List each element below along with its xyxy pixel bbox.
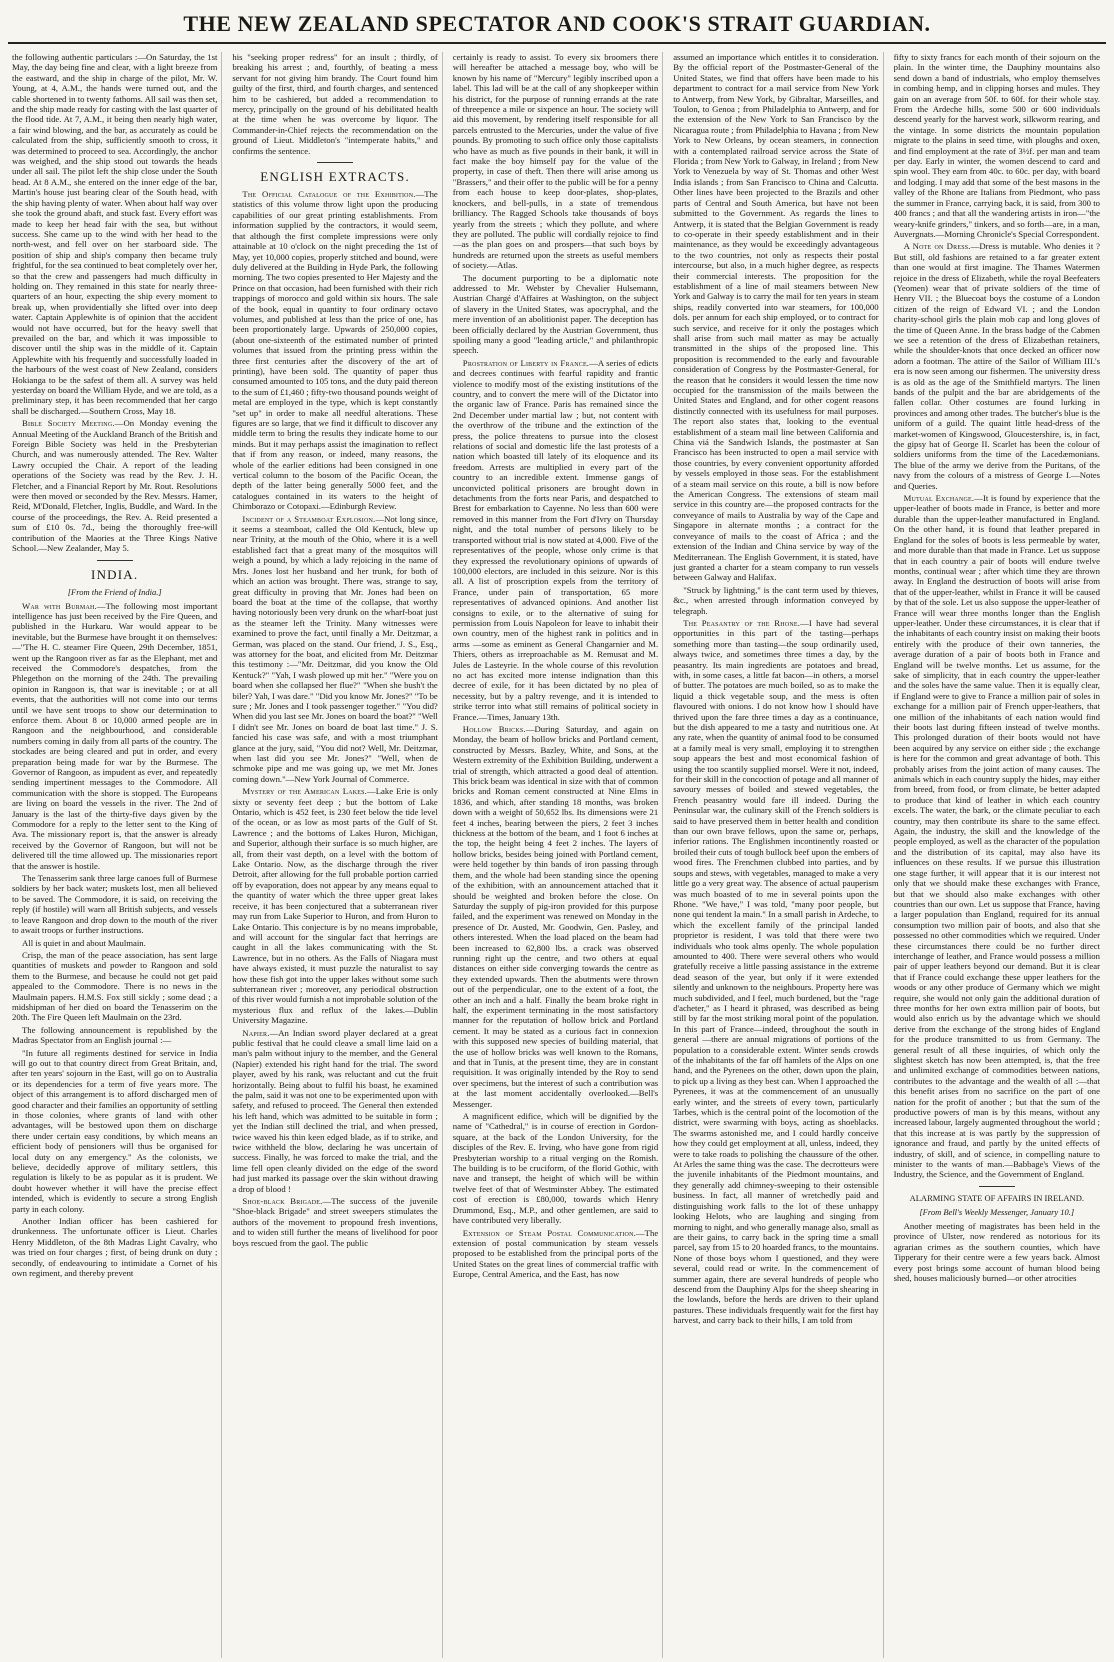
article-paragraph: fifty to sixty francs for each month of their sojourn on the plain. In the winter time, the Dauphiny mountains also send down a band of industrials, who employ themselves in combing hemp, and in clipping horses and mules. They gain on an average from 50f. to 60f. for their whole stay. From the Ardeche hills, some 500 or 600 individuals descend yearly for the harvest work, silkworm rearing, and the vintage. In some districts the mountain population migrate to the plains in seed time, with ploughs and oxen, and find employment at the rate of 3½f. per man and team per day. Early in winter, the women descend to card and spin wool. They earn from 40c. to 60c. per day, with board and lodging. I may add that some of the best masons in the valley of the Rhone are Italians from Piedmont, who pass the summer in France, carrying back, it is said, from 300 to 400 francs ; and that all the wandering artists in iron—"the weary-knife grinders," tinkers, and so forth—are, in a man, Auvergnats.—Morning Chronicle's Special Correspondent. (893, 52, 1100, 239)
article-lead: The Peasantry of the Rhone. (683, 617, 801, 628)
column-grid (12, 52, 1104, 1658)
article-body: —I have had several opportunities in this part of the tasting—perhaps something more than tasting—the soup ordinarily used, always twice, and sometimes three times a day, by the peasantry. Its main ingredients are potatoes and bread, with, in some cases, a little fat bacon—in others, a morsel of butter. The potatoes are much boiled, so as to make the liquid a thick vegetable soup, and the mess is often flavoured with onions. I do not know how I should have thrived upon the fare three times a day as a continuance, but the dish appeared to me a tasty and nutritious one. At any rate, when the quantity of animal food to be consumed at a family meal is very small, employing it to strengthen soup appears the best and most economical fashion of using the too scantily supplied morsel. Were it not, indeed, for their skill in the concoction of potage and all manner of savoury messes of boiled and stewed vegetables, the French peasantry would fare ill indeed. During the Peninsular war, the culinary skill of the French soldiers is said to have preserved them in better health and condition than our own brave fellows, upon the same or, perhaps, inferior rations. The Englishmen incontinently roasted or broiled their cuts of tough bullock beef upon the embers of wood fires. The Frenchmen clubbed into parties, and by soups and stews, with vegetables, managed to make a very little go a very great way. The absence of actual pauperism was much boasted of to me in several points upon the Rhone. "We have," I was told, "many poor people, but none qui tendent la main." In a small parish in Ardeche, to which the excellent family of the principal landed proprietor is resident, I was told that there were two individuals who took alms openly. The whole population amounted to 400. There were several others who would gratefully receive a little passing assistance in the extreme dead season of the year, but only if it were extended silently and unknown to the neighbours. Property here was much subdivided, and I feel, much burdened, but the "rage d'acheter," as I heard it phrased, was described as being still by far the most striking moral point of the population. In this part of France—indeed, throughout the south in general —there are annual migrations of portions of the population to a considerable extent. Winter sends crowds of the inhabitants of the far off hamlets of the Alps on one hand, and the Pyrenees on the other, down upon the plain, to pick up a living as they best can. When I approached the Pyrenees, it was at the commencement of an unusually early winter, and the streets of every town, particularly Tarbes, which is the central point of the locomotion of the district, were swarming with boys, acting as shoeblacks. The swarms astonished me, and I could hardly conceive how they could get employment at all, unless, indeed, they were to take roads to polishing the chaussure of the other. At Arles the same thing was the case. The decrotteurs were the juvenile inhabitants of the Piedmont mountains, and they generally add chimney-sweeping to their ostensible business. In fact, all manner of wretchedly paid and distinguishing work falls to the lot of these unhappy looking Helots, who are laughing and singing from morning to night, and who generally manage also, small as are their gains, to carry back in the spring time a small parcel, say from 15 to 20 hoarded francs, to the mountains. None of those boys whom I questioned, and they were several, could read or write. In the commencement of summer again, there are several hundreds of people who descend from the Dauphiny Alps for the sheep shearing in the lowlands, before the herds are driven to their upland pastures. These individuals frequently wait for the first hay harvest, and carry back to their hills, I am told from (673, 617, 879, 1326)
article-paragraph: "Struck by lightning," is the cant term used by thieves, &c., when arrested through information conveyed by telegraph. (673, 584, 879, 616)
section-divider (97, 560, 133, 561)
article-paragraph: Another meeting of magistrates has been held in the province of Ulster, now rendered as notorious for its agrarian crimes as the southern counties, which have Tipperary for their centre were a few years back. Almost every post brings some account of human blood being shed, houses maliciously burned—or other atrocities (893, 1220, 1100, 1283)
section-divider (317, 162, 353, 163)
article-paragraph: assumed an importance which entitles it to consideration. By the official report of the Postmaster-General of the United States, we find that offers have been made to his department to contract for a mail service from New York to Antwerp, from New York, by Gibraltar, Marseilles, and Toulon, to Genoa ; from Philadelphia to Antwerp, and for the extension of the New York to San Francisco by the Nicaragua route ; from Philadelphia to Havana ; from New York to New Orleans, by ocean steamers, in connection with a contemplated railroad service across the State of Florida ; from New York to Galway, in Ireland ; from New York to Venezuela by way of St. Thomas and other West India islands ; from San Francisco to China and Calcutta. Other lines have been projected to the Brazils and other parts of Central and South America, but have not been submitted to the Government. As regards the lines to Antwerp, it is stated that the Belgian Government is ready to co-operate in their speedy establishment and in their maintenance, as they would be exceedingly advantageous to the two countries, not only as respects their postal intercourse, but also, in a much higher degree, as respects their commercial interests. The proposition for the establishment of a line of mail steamers between New York and Galway is to carry the mail for ten years in steam ships, readily converted into war steamers, for 100,000 dols. per annum for each ship employed, or to contract for such service, and receive for it only the postages which shall arise from such mail matter as may be actually transmitted in the ships of the proposed line. This proposition is recommended to the early and favourable consideration of Congress by the Postmaster-General, for the reason that he considers it would lessen the time now occupied for the transmission of the mails between the United States and England, and for other cogent reasons distinctly connected with its usefulness for mail purposes. The report also states that, looking to the eventual establishment of a steam mail line between California and China viá the Sandwich Islands, the postmaster at San Francisco has been instructed to open a mail service with those countries, by every convenient opportunity afforded by vessels employed in those seas. For the establishment of a steam mail service on this route, a bill is now before the American Congress. The extensions of steam mail service in this country are—the proposed contracts for the conveyance of mails to Australia by way of the Cape and Singapore in alternate months ; a contract for the conveyance of mails to the coast of Africa ; and the extension of the Indian and China service by way of the Mediterranean. The English Government, it is stated, have just granted a charter for a steam company to run vessels between Galway and Halifax. (673, 52, 879, 583)
article-paragraph: certainly is ready to assist. To every six broomers there will hereafter be attached a message boy, who will be known by his name of "Mercury" legibly inscribed upon a label. This lad will be at the call of any shopkeeper within his district, for the purpose of running errands at the rate of threepence a mile or sixpence an hour. The society will aid this movement, by rendering itself responsible for all parcels entrusted to the Mercuries, under the value of five pounds. By promoting to such office only those capitalists who have as much as five pounds in their bank, it will in fact make the boy himself pay for the value of the property, in case of theft. Then there will arise among us "Brassers," and their offer to the public will be for a penny from each house to keep door-plates, shop-plates, knockers, and bell-pulls, in a state of tremendous brilliancy. The Ragged Schools take thousands of boys yearly from the streets ; which they pollute, and where they are polluted. The public will cordially rejoice to find—as the plan goes on and prospers—that such boys by hundreds are returned upon the streets as useful members of society.—Atlas. (452, 52, 659, 271)
section-source: [From the Friend of India.] (67, 586, 162, 597)
article-lead: Prostration of Liberty in France. (462, 357, 590, 368)
article-war-with-burmah (12, 601, 217, 872)
article-body: —An Indian sword player declared at a great public festival that he could cleave a small lime laid on a man's palm without injury to the member, and the General (Napier) extended his right hand for the trial. The sword player, awed by his rank, was reluctant and cut the fruit horizontally. Being about to fulfil his boast, he examined the palm, said it was not one to be experimented upon with safety, and refused to proceed. The General then extended his left hand, which was admitted to be suitable in form ; yet the Indian still declined the trial, and when pressed, twice waved his thin keen edged blade, as if to strike, and twice withheld the blow, declaring he was uncertain of success. Finally, he was forced to make the trial, and the lime fell open cleanly divided on the edge of the sword had just marked its passage over the skin without drawing a drop of blood ! (232, 1027, 438, 1194)
article-bible-society (12, 418, 217, 553)
article-body: —The extension of postal communication by steam vessels proposed to be established from the principal ports of the United States on the great lines of commercial traffic with Europe, Central America, and the East, has now (452, 1227, 659, 1280)
masthead-rule (8, 42, 1106, 44)
article-body: —Lake Erie is only sixty or seventy feet deep ; but the bottom of Lake Ontario, which is 452 feet, is 230 feet below the tide level of the ocean, or as low as most parts of the Gulf of St. Lawrence ; and the bottoms of Lakes Huron, Michigan, and Superior, although their surface is so much higher, are all, from their vast depth, on a level with the bottom of Lake Ontario. Now, as the discharge through the river Detroit, after allowing for the full probable portion carried off by evaporation, does not appear by any means equal to the quantity of water which the three upper great lakes receive, it has been conjectured that a subterranean river may run from Lake Superior to Huron, and from Huron to Lake Ontario. This conjecture is by no means improbable, and will account for the singular fact that herrings are caught in all the lakes communicating with the St. Lawrence, but in no others. As the Falls of Niagara must have always existed, it must puzzle the naturalist to say how these fish got into the upper lakes without some such subterranean river ; moreover, any periodical obstruction of this river would furnish a not improbable solution of the mysterious flux and reflux of the lakes.—Dublin University Magazine. (232, 786, 438, 1026)
article-body: —During Saturday, and again on Monday, the beam of hollow bricks and Portland cement, constructed by Messrs. Bazley, White, and Sons, at the Western extremity of the Exhibition Building, underwent a trial of strength, which attracted a good deal of attention. This brick beam was identical in size with that of common bricks and Roman cement constructed at Nine Elms in 1836, and which, after standing 18 months, was broken down with a weight of 50,652 lbs. Its dimensions were 21 feet 4 inches, bearing between the piers, 2 feet 3 inches thickness at the bottom of the beam, and 1 foot 6 inches at the top, the height being 4 feet 2 inches. The layers of hollow bricks, besides being joined with Portland cement, were held together by thin bands of iron passing through them, and the whole had been standing since the opening of the exhibition, with an announcement attached that it should be weighted and broken before the close. On Saturday the supply of pig-iron provided for this purpose failed, and the experiment was renewed on Monday in the presence of Dr. Austed, Mr. Goodwin, Gen. Pasley, and others interested. When the load placed on the beam had been increased to 62,800 lbs. a crack was observed running right up the centre, and two others at equal distances on either side converging towards the centre as they extended upwards. Then the abutments were thrown out of the perpendicular, one to the extent of a foot, the other an inch and a half. Finally the beam broke right in half, the experiment terminating in the most satisfactory manner for the reputation of hollow brick and Portland cement. It may be stated as a curious fact in connexion with this supposed new species of building material, that the use of hollow bricks was well known to the Romans, and that in Tunis, at the present time, they are in constant requisition. It was originally intended by the Roy to send over specimens, but the interest of such a contribution was at the last moment accidentally overlooked.—Bell's Messenger. (452, 724, 659, 1109)
column-4 (673, 52, 883, 1658)
article-lead: A Note on Dress. (903, 241, 971, 252)
article-body: —Not long since, it seems a steamboat, called the Old Kentuck, blew up near Trinity, at the mouth of the Ohio, where it is a well established fact that a great many of the mosquitos will weigh a pound, by which a lady rejoicing in the name of Mrs. Jones lost her husband and her trunk, for both of which an action was brought. There was, strange to say, great difficulty in proving that Mr. Jones had been on board the boat at the time of the collapse, that worthy having notoriously been very drunk on the wharf-boat just as the steamer left the Trinity. Many witnesses were examined to prove the fact, until finally a Mr. Deitzmar, a German, was placed on the stand. Our friend, J. S., Esq., was attorney for the boat, and elicited from Mr. Deitzmar this testimony :—"Mr. Deitzmar, did you know the Old Kentuck?" "Yah, I wash plowed up mit her." "Were you on board when she collapsed her flue?" "When she bush't the biler? Yah, I was dare." "Did you know Mr. Jones?" "To be sure ; Mr. Jones and I took passenger together." "You did? When did you last see Mr. Jones on board the boat?" "Well I didn't see Mr. Jones on board de boat last time." J. S. fancied his case was safe, and with a most triumphant glance at the jury, said, "You did not? Well, Mr. Deitzmar, when last did you see Mr. Jones?" "Well, when de schmoke pipe and me was going up, we met Mr. Jones coming down."—New York Journal of Commerce. (232, 513, 438, 784)
article-lead: Bible Society Meeting. (22, 418, 115, 429)
article-lead: Mystery of the American Lakes. (242, 786, 368, 797)
article-peasantry-rhone (673, 618, 878, 1326)
article-paragraph: All is quiet in and about Maulmain. (22, 937, 146, 948)
column-1 (12, 52, 222, 1658)
section-heading-india: INDIA. (91, 566, 139, 582)
article-paragraph: A magnificent edifice, which will be dignified by the name of "Cathedral," is in course of erection in Gordon-square, at the back of the London University, for the disciples of the Rev. E. Irving, who have gone from rigid Presbyterian worship to a ritual verging on the Romish. The building is to be cruciform, of the florid Gothic, with nave and transept, the height of which will be within twelve feet of that of Westminster Abbey. The estimated cost of erection is £80,000, towards which Henry Drummond, Esq., M.P., and other gentlemen, are said to have contributed very liberally. (452, 1111, 659, 1226)
masthead (0, 0, 1114, 44)
article-paragraph: The following announcement is republished by the Madras Spectator from an English journal :— (12, 1024, 218, 1046)
article-body: —Dress is mutable. Who denies it ? But still, old fashions are retained to a far greater extent than one would at first imagine. The Thames Watermen rejoice in the dress of Elizabeth, while the royal Beefeaters (Yeomen) wear that of private soldiers of the time of Henry VII. ; the Bluecoat boys the costume of a London citizen of the reign of Edward VI. ; and the London charity-school girls the plain mob cap and long gloves of the time of Queen Anne. In the brass badge of the Cabmen we see a retention of the dress of Elizabethan retainers, while the shoulder-knots that once decked an officer now adorn a footman. The attire of the Sailor of William III.'s era is now seen among our fishermen. The university dress is as old as the age of the Smithfield martyrs. The linen bands of the pulpit and the bar are abridgements of the fallen collar. Other costumes are found lurking in provinces and among other trades. The butcher's blue is the uniform of a guild. The quaint little head-dress of the market-women of Kingswood, Gloucestershire, is, in fact, the gipsy hat of George II. Scarlet has been the colour of soldiers uniforms from the time of the Lacedæmonians. The blue of the army we derive from the Puritans, of the navy from the colours of a mistress of George I.—Notes and Queries. (893, 241, 1100, 491)
section-heading-english-extracts: ENGLISH EXTRACTS. (260, 169, 410, 185)
article-paragraph: Crisp, the man of the peace association, has sent large quantities of muskets and powder to Rangoon and sold them to the Burmese, and because he could not get paid appealed to the Commodore. There is no news in the Maulmain papers. H.M.S. Fox still sickly ; some dead ; a midshipman of her died on board the Tenasserim on the 20th. The Fire Queen left Maulmain on the 23rd. (12, 949, 218, 1023)
section-source: [From Bell's Weekly Messenger, January 10.] (919, 1206, 1075, 1217)
column-5 (894, 52, 1104, 1658)
article-lead: Napier. (242, 1027, 270, 1038)
article-paragraph: Another Indian officer has been cashiered for drunkenness. The unfortunate officer is Lieut. Charles Henry Middleton, of the 8th Madras Light Cavalry, who was tried on four charges ; first, of being drunk on duty ; secondly, of endeavouring to intimidate a Cornet of his own regiment, and thereby prevent (12, 1216, 218, 1279)
column-2 (232, 52, 442, 1658)
article-lead: Mutual Exchange. (903, 493, 975, 504)
article-lead: Extension of Steam Postal Communication. (462, 1227, 636, 1238)
article-paragraph: "In future all regiments destined for service in India will go out to that country direct from Great Britain, and, after ten years' sojourn in the East, will go on to Australia or its dependencies for a term of five years more. The object of this arrangement is to afford discharged men of good character and their families an opportunity of settling in those colonies, where grants of land with other advantages, will be bestowed upon them on discharge there under certain easy conditions, by which means an efficient body of pensioners will thus be organised for local duty on any emergency." As the colonists, we believe, decidedly approve of military settlers, this regulation is likely to be as popular as it is prudent. We doubt however whether it will have the precise effect intended, which is evidently to secure a strong English party in each colony. (12, 1047, 218, 1214)
article-american-lakes (232, 786, 437, 1025)
article-body: —A series of edicts and decrees continues with fearful rapidity and frantic violence to modify most of the existing institutions of the country, and to convert the mere will of the Dictator into the organic law of France. Paris has remained since the 2nd December under martial law ; but, not content with the overthrow of the tribune and the extinction of the press, the police threatens to pursue into the closest relations of social and domestic life the last protests of a nation which boasted till lately of its eloquence and its freedom. Arrests are multiplied in every part of the country to an incredible extent. Immense gangs of unconvicted political prisoners are brought down in detachments from the forts near Paris, and despatched to Brest for embarkation to Cayenne. No less than 600 were removed in this manner from the Fort d'Ivry on Thursday night, and the total number of persons likely to be transported without trial is now stated at 4,000. Five of the representatives of the people, whose only crime is that they expressed the revolutionary opinions of upwards of 100,000 electors, are included in this seizure. Nor is this all. A list of proscription expels from the territory of France, under pain of transportation, 65 more representatives of advanced opinions. And another list consigns to exile, or to the alternative of suing for permission from Louis Napoleon for leave to inhabit their own country, men of the highest rank in politics and in arms —some as eminent as General Changarnier and M. Thiers, others as irreproachable as M. Remusat and M. Jules de Lasteyrie. In the whole course of this revolution no act has excited more intense indignation than this decree of exile, for it has been dictated by no plea of necessity, but by a paltry revenge, and it is intended to strike terror into what still remains of political society in France.—Times, January 13th. (452, 357, 659, 722)
article-lead: Shoe-black Brigade. (242, 1196, 323, 1207)
article-mutual-exchange (894, 493, 1100, 1180)
article-body: —It is found by experience that the upper-leather of boots made in France, is better and more durable than the upper-leather manufactured in England. On the other hand, it is found that leather prepared in England for the soles of boots is less permeable by water, and more durable than that made in France. Let us suppose that in each country a pair of boots will endure twelve months, continual wear ; after which time they are thrown away. In England the destruction of boots will arise from that of the upper-leather, whilst in France it will be caused by that of the sole. Let us also suppose the upper-leather of France will wear three months longer than the English upper-leather. Under these circumstances, it is clear that if the inhabitants of each country insist on making their boots entirely with the produce of their own tanneries, the average duration of a pair of boots both in France and England will be twelve months. Let us assume, for the sake of simplicity, that in each country the upper-leather and the soles have the same value. Then it is equally clear, if England were to give to France a million pair of soles in exchange for a million pair of French upper-leathers, that one million of the inhabitants of each nation would find their boots last during fifteen instead of twelve months. This prolonged duration of their boots would not have been acquired by any service on either side ; the exchange is here for the common and great advantage of both. This probably arises from the joint action of many causes. The animals which in each country supply the hides, may either from breed, from food, or from climate, be better adapted to produce that kind of leather in which each country excels. The water, the bark, or the climate peculiar to each country, may then contribute its share to the same effect. Again, the industry, the skill and the knowledge of the people employed, as well as the character of the population and the distribution of its capital, may also have its influences on these results. If we pursue this illustration one stage further, it will appear that it is our interest not only that we should make these exchanges with France, but that we should also make exchanges with other countries than our own. Let us suppose that France, having a larger population than England, required for its annual consumption two million pair of boots, and also that she possessed no other commodities which we required. Under these circumstances there could be no further direct interchange of leather, and France would possess a million pair of upper leathers beyond our demand. But it is clear that if France could exchange these upper leathers for the woods or any other produce of Germany which we might require, she would not only gain the additional duration of three months for her own extra million pair of boots, but would also enrich us by the advantage which we should derive from the exchange of the strong hides of England for the produce transmitted to us from Germany. The general result of all these inquiries, of which only the slightest sketch has now been attempted, is, that the free and unlimited exchange of commodities between nations, contributes to the advantage and the wealth of all :—that this benefit arises from no sacrifice on the part of one nation for the profit of another ; but that the sum of the productive powers of man is by this means, without any increased labour, largely augmented throughout the world ; that this increase at is was partly by the suppression of ignorance and fraud, and partly by the united effects of industry, of skill, and of science, in compelling nature to minister to the wants of man.—Babbage's Views of the Industry, the Science, and the Government of England. (893, 493, 1100, 1180)
article-paragraph: his "seeking proper redress" for an insult ; thirdly, of breaking his arrest ; and, fourthly, of beating a mess servant for not giving him brandy. The Court found him guilty of the first, third, and fourth charges, and sentenced him to be cashiered, but added a recommendation to mercy, principally on the ground of his debilitated health at the time when he was overcome by liquor. The Commander-in-Chief rejects the recommendation on the ground of Lieut. Middleton's "intemperate habits," and confirms the sentence. (232, 52, 438, 156)
article-lead: War with Burmah. (22, 600, 97, 611)
article-body: —The following most important intelligence has just been received by the Fire Queen, and published in the Hurkaru. War would appear to be inevitable, but the Burmese have brought it on themselves:—"The H. C. steamer Fire Queen, 29th December, 1851, went up the Rangoon river as far as the Elephant, met and received the Commodore's despatches, from the Phlegethon on the morning of the 24th. The prevailing opinion in Rangoon is, that war is inevitable ; or at all events, that the authorities will not come into our terms until we have sent troops to show our determination to enforce them. About 8 or 10,000 armed people are in Rangoon and the neighbourhood, and considerable numbers coming in daily from all parts of the country. The stockades are being cleared and put in order, and every preparation being made for war by the Burmese. The Governor of Rangoon, as impudent as ever, and repeatedly sending impertinent messages to the Commodore. All communication with the shore is stopped. The Europeans are living on board the vessels in the river. The 2nd of January is the last of the thirty-five days given by the Commodore for a reply to the letter sent to the King of Ava. The missionary report is, that the answer is already received by the Governor of Rangoon, but will not be delivered till the time allowed up. The missionaries report that the answer is hostile. (12, 600, 218, 871)
section-divider (979, 1186, 1015, 1187)
article-lead: Incident of a Steamboat Explosion. (242, 513, 376, 524)
article-paragraph: The Tenasserim sank three large canoes full of Burmese soldiers by her back water; muskets lost, men all believed to be saved. The Commodore, it is said, on receiving the reply (if hostile) will warn all British subjects, and vessels to leave Rangoon and drop down to the mouth of the river to await troops or further instructions. (12, 873, 218, 936)
article-napier (232, 1028, 437, 1195)
section-heading-ireland: ALARMING STATE OF AFFAIRS IN IRELAND. (909, 1192, 1084, 1203)
article-steam-postal (453, 1228, 658, 1280)
article-official-catalogue (232, 189, 437, 512)
article-hollow-bricks (453, 724, 658, 1109)
column-3 (453, 52, 663, 1658)
article-body: —On Monday evening the Annual Meeting of the Auckland Branch of the British and Foreign Bible Society was held in the Presbyterian Church, and was numerously attended. The Rev. Walter Lawry occupied the Chair. A report of the leading operations of the Society was read by the Rev. J. H. Fletcher, and a Financial Report by Mr. Rout. Resolutions were then moved or seconded by the Rev. Messrs. Hamer, Reid, M'Donald, Fletcher, Inglis, Buddle, and Ward. In the course of the proceedings, the Rev. A. Reid presented a sum of £10 0s. 7d., being the thoroughly free-will contribution of the Maories at the Three Kings Native School.—New Zealander, May 5. (12, 418, 218, 554)
article-body: —The statistics of this volume throw light upon the producing capabilities of our great printing establishments. From information supplied by the contractors, it would seem, that although the first complete impressions were only attainable at 10 o'clock on the night preceding the 1st of May, yet 10,000 copies, properly stitched and bound, were duly delivered at the Building in Hyde Park, the following morning. The two copies presented to Her Majesty and the Prince on that occasion, had been furnished with their rich trappings of morocco and gold within six hours. The sale of the book, equal in quantity to four ordinary octavo volumes, and published at less than the price of one, has been proportionately large. Upwards of 250,000 copies, (about one-sixteenth of the estimated number of printed volumes that issued from the printing press within the three first centuries after the discovery of the art of printing), have been sold. The quantity of paper thus consumed amounted to 105 tons, and the duty paid thereon to the sum of £1,460 ; fifty-two thousand pounds weight of metal are employed in the type, which is kept constantly "set up" in order to make all needful alterations. These figures are so large, that we find it difficult to discover any middle term to bring the results they indicate home to our minds. But it may perhaps assist the imagination to reflect that if from any reason, or indeed, many reasons, the whole of the earlier editions had been consigned in one vertical column to the bosom of the Pacific Ocean, the depth of the latter being generally 5000 feet, and the catalogues contained in its waters to the height of Chimborazo or Cotopaxi.—Edinburgh Review. (232, 189, 438, 512)
article-lead: The Official Catalogue of the Exhibition. (242, 189, 416, 200)
masthead-title: THE NEW ZEALAND SPECTATOR AND COOK'S STRAIT GUARDIAN. (183, 11, 931, 36)
article-note-on-dress (894, 241, 1100, 491)
article-steamboat-explosion (232, 514, 437, 785)
article-liberty-in-france (453, 358, 658, 722)
article-body: —The success of the juvenile "Shoe-black Brigade" and street sweepers stimulates the authors of the movement to propound fresh inventions, and to widen still further the means of livelihood for poor boys rescued from the gaol. The public (232, 1196, 438, 1248)
article-lead: Hollow Bricks. (462, 724, 526, 734)
article-paragraph: the following authentic particulars :—On Saturday, the 1st May, the day being fine and clear, with a light breeze from the eastward, and the ship in charge of the pilot, Mr. W. Young, at 4, A.M., the hands were turned out, and the cable shortened in to twenty fathoms. All sail was then set, and the ship made ready for casting with the last quarter of the flood tide. At 7, A.M., it being then nearly high water, a fair wind blowing, and the bar, as accurately as could be calculated from the ship, sufficiently smooth to cross, it was determined to proceed to sea. Accordingly, the anchor was weighed, and the ship stood out towards the heads under all sail. The pilot left the ship close under the South head. At 8 A.M., she entered on the inner edge of the bar, Martin's house just bearing clear of the South head, with the ship having plenty of water. When about half way over she took the ground abaft, and stuck fast. Every effort was made to keep her head fair with the sea, but without success. She came up to the wind with her head to the north-west, and fell over on her starboard side. The position of ship and ship's company then became truly frightful, for the sea continued to beat completely over her, so that the crew and passengers had much difficulty in holding on. They remained in this state for nearly three-quarters of an hour, expecting the ship every moment to break up, when providentially she lifted over into deep water. Captain Applewhite is of opinion that the accident would not have occurred, but for the heavy swell that prevailed on the bar, and which it was impossible to discover until the ship was in the middle of it. Captain Applewhite with his frequently and successfully loaded in the harbours of the west coast of New Zealand, considers Hokianga to be the safest of them all. A survey was held yesterday on board the William Hyde, and we are told, as a preliminary step, it has been recommended that her cargo shall be discharged.—Southern Cross, May 18. (12, 52, 218, 416)
article-shoe-black-brigade (232, 1196, 437, 1248)
article-paragraph: The document purporting to be a diplomatic note addressed to Mr. Webster by Chevalier Hulsemann, Austrian Chargé d'Affaires at Washington, on the subject of slavery in the United States, was apocryphal, and the mere invention of an abolitionist paper. The deception has been officially declared by the Austrian Government, thus spoiling many a good "leading article," and philanthropic speech. (452, 272, 659, 356)
